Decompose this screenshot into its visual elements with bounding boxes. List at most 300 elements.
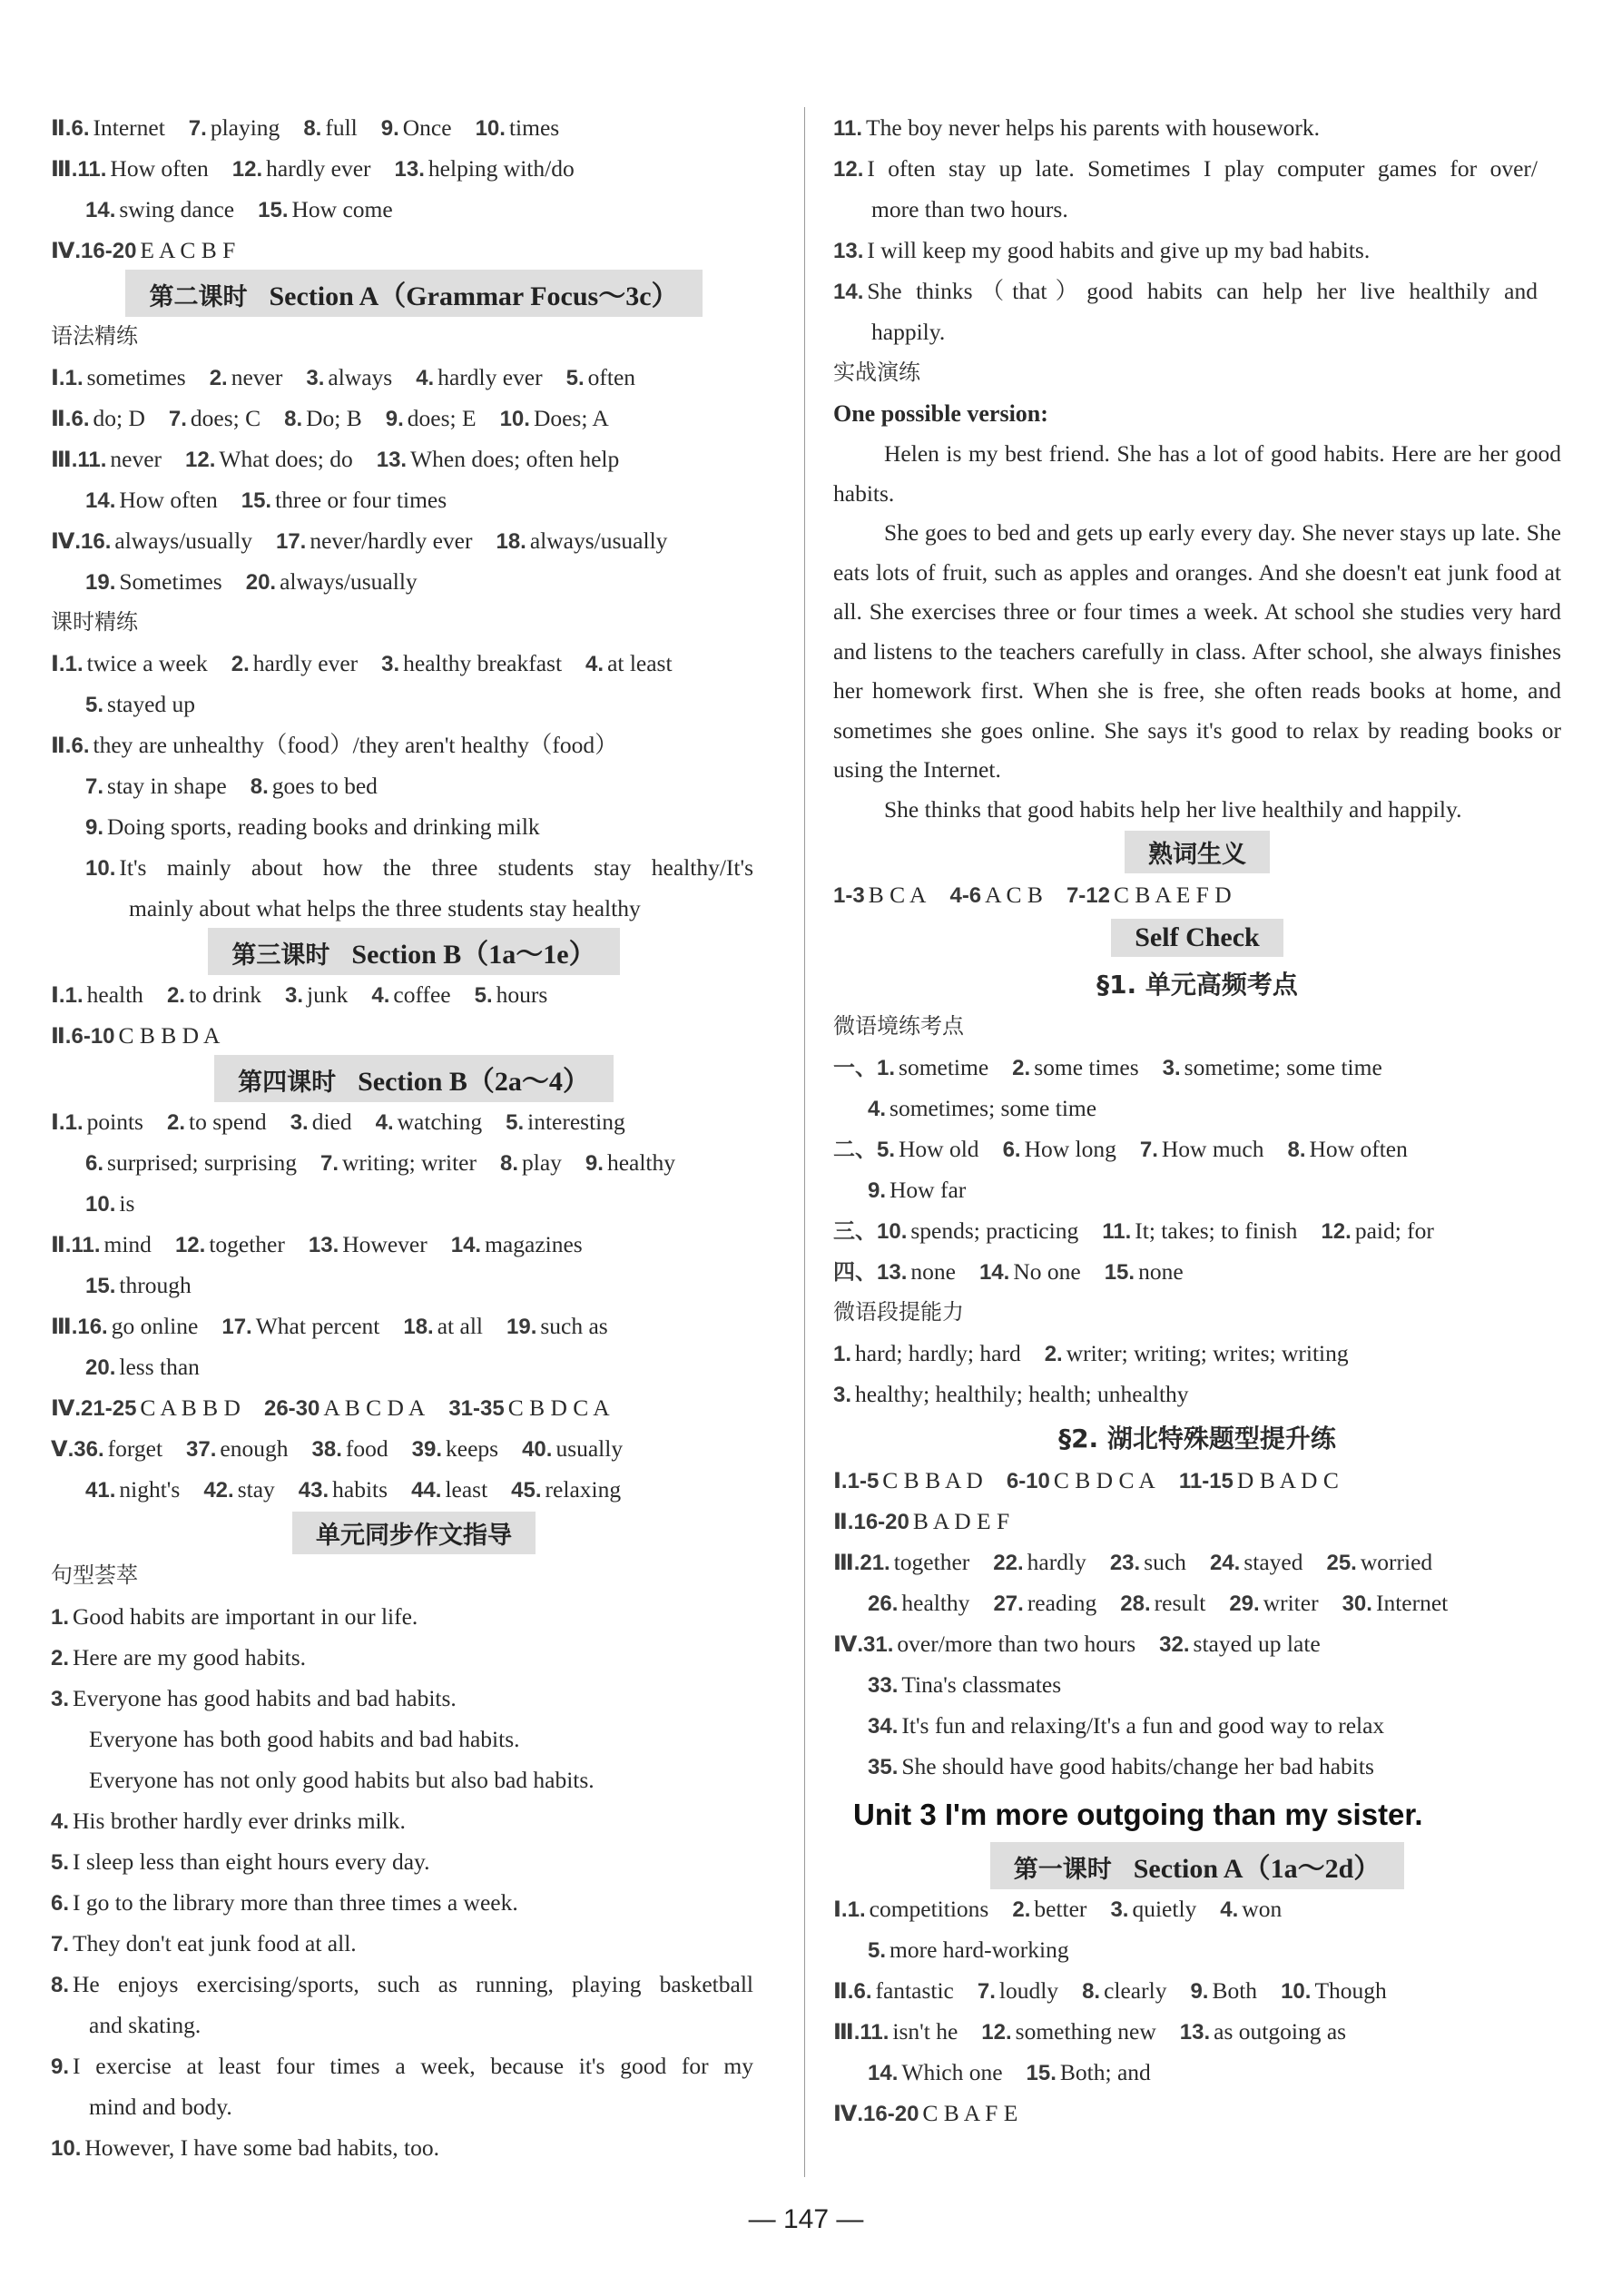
answer-text: sometime [899, 1054, 989, 1080]
item-number: 18. [496, 529, 526, 554]
item-number: 45. [511, 1478, 542, 1503]
answer-text: I sleep less than eight hours every day. [73, 1848, 430, 1875]
item-number: 9. [85, 815, 104, 840]
item-number: 12. [185, 448, 216, 472]
item-number: 9. [380, 116, 399, 141]
answer-text: interesting [527, 1109, 625, 1135]
answer-text: together [209, 1231, 285, 1257]
answer-line [833, 1047, 1561, 1088]
micro-context-answers [833, 1047, 1561, 1292]
answer-line [833, 1970, 1561, 2011]
answer-text: worried [1360, 1549, 1433, 1575]
item-number: 5. [506, 1110, 525, 1135]
item-number: Ⅱ.6. [833, 1979, 872, 2004]
item-number: 22. [993, 1551, 1024, 1575]
familiar-words-heading: 熟词生义 [833, 829, 1561, 874]
answer-text: Sometimes [119, 568, 222, 595]
item-number: 7. [1139, 1138, 1158, 1162]
answer-line [833, 1582, 1561, 1623]
essay-paragraph: She thinks that good habits help her live healthily and happily. [884, 795, 1462, 823]
answer-text: never [110, 446, 162, 472]
essay-paragraph: Helen is my best friend. She has a lot of good habits. Here are her good habits. [833, 440, 1561, 507]
item-number: 19. [506, 1315, 537, 1339]
answer-line [51, 439, 777, 479]
item-number: 13. [394, 157, 425, 182]
answer-line [833, 1169, 1561, 1210]
item-number: Ⅰ.1-5 [833, 1469, 880, 1493]
item-number: 6. [51, 1891, 70, 1916]
answer-text: hardly ever [266, 155, 371, 182]
item-number: 12. [833, 157, 864, 182]
answer-line [51, 107, 777, 148]
answer-text: together [893, 1549, 970, 1575]
answer-text: C B D C A [507, 1394, 610, 1421]
answer-text: junk [307, 981, 349, 1008]
answer-line [833, 230, 1561, 271]
answer-text: Internet [93, 114, 165, 141]
item-number: 29. [1229, 1591, 1260, 1616]
answer-text: always/usually [114, 527, 252, 554]
answer-text: swing dance [119, 196, 235, 222]
item-number: 9. [51, 2055, 70, 2079]
answer-text: C A B B D [140, 1394, 241, 1421]
answer-line [833, 189, 1561, 230]
answer-line [51, 520, 777, 561]
answer-text: to spend [188, 1109, 267, 1135]
answer-text: E A C B F [140, 237, 236, 263]
answer-text: is [119, 1190, 135, 1217]
item-number: Ⅱ.6. [51, 407, 90, 431]
answer-text: D B A D C [1236, 1467, 1339, 1493]
answer-line [51, 1015, 777, 1056]
answer-text: points [86, 1109, 143, 1135]
item-number: 39. [411, 1437, 442, 1462]
answer-text: playing [210, 114, 280, 141]
answer-line [833, 1251, 1561, 1292]
item-number: 2. [231, 652, 250, 676]
item-number: 3. [51, 1687, 70, 1711]
item-number: 3. [306, 366, 325, 390]
answer-line [51, 189, 777, 230]
answer-text: something new [1015, 2018, 1156, 2045]
answer-text: What does; do [219, 446, 353, 472]
answer-line [51, 724, 777, 765]
answer-line [51, 1637, 777, 1678]
micro-paragraph-answers [833, 1333, 1561, 1414]
answer-text: stayed [1243, 1549, 1303, 1575]
answer-text: none [1138, 1258, 1184, 1285]
answer-text: isn't he [892, 2018, 958, 2045]
answer-line [51, 1346, 777, 1387]
answer-text: Internet [1375, 1590, 1449, 1616]
item-number: 12. [231, 157, 263, 182]
answer-text: When does; often help [410, 446, 620, 472]
lesson4-answers [51, 1101, 777, 1510]
answer-text: paid; for [1354, 1217, 1434, 1244]
answer-text: helping with/do [428, 155, 575, 182]
answer-text: I will keep my good habits and give up my bad habits. [867, 237, 1371, 263]
answer-text: Good habits are important in our life. [73, 1603, 418, 1630]
answer-line [51, 398, 777, 439]
item-number: 12. [1321, 1219, 1352, 1244]
item-number: 2. [1044, 1342, 1063, 1366]
answer-line [833, 148, 1561, 189]
lesson-practice-label: 课时精练 [51, 609, 138, 635]
answer-text: sometime; some time [1184, 1054, 1382, 1080]
item-number: 7. [319, 1151, 339, 1176]
answer-text: hardly ever [252, 650, 359, 676]
answer-text: Though [1314, 1977, 1387, 2004]
item-number: 4-6 [949, 883, 982, 908]
answer-line [51, 2045, 777, 2086]
item-number: 40. [522, 1437, 553, 1462]
item-number: 5. [51, 1850, 70, 1875]
answer-line [51, 765, 777, 806]
answer-text: keeps [446, 1435, 499, 1462]
item-number: 7. [168, 407, 187, 431]
item-number: Ⅰ.1. [51, 1110, 84, 1135]
answer-text: Doing sports, reading books and drinking milk [107, 813, 540, 840]
lesson4-heading: 第四课时 Section B（2a～4） [51, 1056, 777, 1101]
item-number: 2. [1012, 1897, 1031, 1922]
answer-text: hardly ever [437, 364, 543, 390]
answer-text: such [1144, 1549, 1186, 1575]
answer-line [51, 806, 777, 847]
answer-text: It's fun and relaxing/It's a fun and good way to relax [901, 1712, 1385, 1739]
answer-line [51, 1964, 777, 2005]
item-number: 2. [51, 1646, 70, 1670]
item-number: 7. [188, 116, 207, 141]
answer-text: relaxing [545, 1476, 622, 1503]
answer-text: A C B [985, 882, 1043, 908]
answer-text: hours [496, 981, 548, 1008]
item-number: Ⅰ.1. [833, 1897, 866, 1922]
answer-text: less than [119, 1354, 200, 1380]
answer-text: healthy breakfast [403, 650, 563, 676]
answer-text: What percent [255, 1313, 380, 1339]
answer-line [833, 1128, 1561, 1169]
answer-text: some times [1034, 1054, 1139, 1080]
answer-line [833, 1088, 1561, 1128]
answer-text: fantastic [875, 1977, 954, 2004]
writing-guide-heading: 单元同步作文指导 [51, 1510, 777, 1555]
answer-text: surprised; surprising [107, 1149, 297, 1176]
item-number: 42. [203, 1478, 234, 1503]
lesson2-heading: 第二课时 Section A（Grammar Focus～3c） [51, 271, 777, 316]
answer-text: goes to bed [271, 773, 378, 799]
answer-text: sometimes; some time [890, 1095, 1097, 1121]
answer-line [833, 1929, 1561, 1970]
answer-line [51, 1224, 777, 1265]
answer-line [51, 1800, 777, 1841]
item-number: Ⅲ.11. [833, 2020, 890, 2045]
answer-text: won [1242, 1896, 1283, 1922]
grammar-answers [51, 357, 777, 602]
item-number: 17. [275, 529, 307, 554]
item-number: 7. [51, 1932, 70, 1956]
answer-text: How often [110, 155, 209, 182]
answer-text: How long [1024, 1136, 1116, 1162]
column-divider [804, 107, 805, 2177]
item-number: 10. [1281, 1979, 1312, 2004]
item-number: 5. [85, 693, 104, 717]
answer-line [833, 1664, 1561, 1705]
item-number: 2. [166, 983, 185, 1008]
answer-line [833, 2011, 1561, 2052]
answer-line [833, 1460, 1561, 1501]
item-number: 19. [85, 570, 116, 595]
answer-line [51, 2086, 777, 2127]
item-number: 4. [1220, 1897, 1239, 1922]
answer-text: I often stay up late. Sometimes I play computer games for over/ [867, 155, 1538, 182]
answer-line [833, 2093, 1561, 2133]
answer-text: at least [607, 650, 673, 676]
answer-text: C B A E F D [1113, 882, 1232, 908]
answer-line [833, 1542, 1561, 1582]
answer-text: sometimes [86, 364, 186, 390]
item-number: 5. [474, 983, 493, 1008]
item-number: 20. [245, 570, 277, 595]
answer-text: at all [437, 1313, 483, 1339]
item-number: Ⅱ.16-20 [833, 1510, 909, 1534]
item-number: 2. [166, 1110, 185, 1135]
answer-line [833, 311, 1561, 352]
answer-line [833, 1210, 1561, 1251]
answer-text: result [1154, 1590, 1206, 1616]
answer-text: spends; practicing [910, 1217, 1079, 1244]
answer-text: Both [1212, 1977, 1258, 2004]
answer-text: reading [1027, 1590, 1097, 1616]
item-number: Ⅴ.36. [51, 1437, 104, 1462]
answer-line [833, 1333, 1561, 1374]
answer-text: never/hardly ever [310, 527, 473, 554]
item-number: 8. [284, 407, 303, 431]
answer-line [51, 1841, 777, 1882]
answer-text: magazines [485, 1231, 583, 1257]
item-number: 4. [416, 366, 435, 390]
item-number: 4. [375, 1110, 394, 1135]
item-number: 6. [1002, 1138, 1021, 1162]
answer-line [833, 2052, 1561, 2093]
item-number: 8. [1082, 1979, 1101, 2004]
item-number: 23. [1109, 1551, 1141, 1575]
answer-text: A B C D A [323, 1394, 426, 1421]
item-number: 17. [221, 1315, 252, 1339]
answer-text: Everyone has good habits and bad habits. [73, 1685, 457, 1711]
item-number: 13. [376, 448, 408, 472]
item-number: 9. [1190, 1979, 1209, 2004]
answer-text: full [325, 114, 358, 141]
answer-text: through [119, 1272, 192, 1298]
item-number: Ⅳ.16-20 [51, 239, 137, 263]
answer-text: Do; B [306, 405, 362, 431]
answer-text: health [86, 981, 143, 1008]
item-number: 3. [1162, 1056, 1181, 1080]
item-number: 3. [381, 652, 400, 676]
essay-paragraph: She goes to bed and gets up early every day. She never stays up late. She eats lots of fruit, such as apples and oranges. And she doesn't eat junk food at all. She exercises three or four times a week. At school she studies very hard and listens to the teachers carefully in class. After school, she always finishes her homework first. When she is free, she often reads books at home, and sometimes she goes online. She says it's good to relax by reading books or using the Internet. [833, 519, 1561, 783]
answer-line [51, 1469, 777, 1510]
item-number: Ⅰ.1. [51, 983, 84, 1008]
item-number: Ⅳ.21-25 [51, 1396, 137, 1421]
answer-line [833, 874, 1561, 915]
answer-text: stayed up late [1193, 1631, 1321, 1657]
item-number: Ⅲ.16. [51, 1315, 108, 1339]
item-number: Ⅰ.1. [51, 366, 84, 390]
item-number: 1. [51, 1605, 70, 1630]
item-number: 30. [1342, 1591, 1372, 1616]
right-column [833, 107, 1561, 2133]
item-number: 15. [241, 488, 272, 513]
answer-text: competitions [869, 1896, 989, 1922]
answer-text: does; C [190, 405, 261, 431]
answer-text: they are unhealthy（food）/they aren't healthy（food） [93, 732, 618, 758]
answer-text: enough [220, 1435, 289, 1462]
item-number: 15. [1104, 1260, 1135, 1285]
answer-line [51, 230, 777, 271]
answer-line [833, 1501, 1561, 1542]
lesson-practice-answers [51, 643, 777, 929]
answer-line [51, 643, 777, 684]
answer-line [51, 1678, 777, 1719]
item-number: 一、1. [833, 1056, 896, 1080]
item-number: 1. [833, 1342, 852, 1366]
answer-text: more than two hours. [871, 196, 1068, 222]
lesson3-heading: 第三课时 Section B（1a～1e） [51, 929, 777, 974]
sentence-list-left [51, 1596, 777, 2168]
item-number: 38. [311, 1437, 342, 1462]
answer-text: writer; writing; writes; writing [1066, 1340, 1349, 1366]
answer-text: to drink [188, 981, 261, 1008]
item-number: 3. [285, 983, 304, 1008]
answer-text: died [311, 1109, 352, 1135]
answer-line [51, 1719, 777, 1759]
answer-text: none [910, 1258, 956, 1285]
answer-text: watching [397, 1109, 483, 1135]
answer-text: better [1034, 1896, 1087, 1922]
answer-text: How far [890, 1177, 967, 1203]
answer-line [51, 1923, 777, 1964]
item-number: 13. [308, 1233, 339, 1257]
item-number: 9. [868, 1178, 887, 1203]
answer-text: C B B D A [118, 1022, 221, 1049]
answer-text: Tina's classmates [901, 1671, 1062, 1698]
item-number: 6-10 [1006, 1469, 1050, 1493]
answer-text: as outgoing as [1214, 2018, 1347, 2045]
unit3-title: Unit 3 I'm more outgoing than my sister. [853, 1798, 1423, 1831]
answer-text: C B D C A [1053, 1467, 1155, 1493]
answer-text: Everyone has both good habits and bad habits. [89, 1726, 520, 1752]
answer-text: Does; A [533, 405, 609, 431]
item-number: 37. [186, 1437, 217, 1462]
answer-text: more hard-working [890, 1936, 1069, 1963]
item-number: 28. [1120, 1591, 1151, 1616]
item-number: Ⅱ.6. [51, 116, 90, 141]
item-number: Ⅰ.1. [51, 652, 84, 676]
answer-text: How often [119, 487, 218, 513]
item-number: 27. [993, 1591, 1024, 1616]
item-number: Ⅳ.16-20 [833, 2102, 919, 2126]
answer-text: stay [237, 1476, 275, 1503]
answer-text: and skating. [89, 2012, 202, 2038]
item-number: 14. [833, 280, 864, 304]
answer-line [51, 974, 777, 1015]
answer-line [833, 107, 1561, 148]
sample-essay [833, 434, 1561, 829]
answer-text: such as [540, 1313, 608, 1339]
item-number: 10. [499, 407, 530, 431]
item-number: 14. [85, 488, 116, 513]
item-number: 25. [1326, 1551, 1357, 1575]
left-column [51, 107, 777, 2168]
answer-line [51, 1265, 777, 1306]
answer-text: healthy [901, 1590, 970, 1616]
practice-writing-label: 实战演练 [833, 360, 920, 385]
answer-text: three or four times [275, 487, 447, 513]
answer-text: He enjoys exercising/sports, such as running, playing basketball [73, 1971, 753, 1997]
answer-text: How old [899, 1136, 979, 1162]
answer-text: No one [1013, 1258, 1081, 1285]
answer-text: forget [107, 1435, 163, 1462]
answer-text: does; E [407, 405, 477, 431]
answer-text: loudly [998, 1977, 1059, 2004]
answer-text: B A D E F [912, 1508, 1010, 1534]
item-number: 12. [174, 1233, 206, 1257]
familiar-words-answers [833, 874, 1561, 915]
item-number: 4. [371, 983, 390, 1008]
item-number: 7. [977, 1979, 996, 2004]
answer-text: mainly about what helps the three students stay healthy [129, 895, 641, 921]
answer-text: hardly [1027, 1549, 1086, 1575]
answer-text: Here are my good habits. [73, 1644, 307, 1670]
item-number: 14. [85, 198, 116, 222]
item-number: Ⅱ.6-10 [51, 1024, 115, 1049]
answer-text: go online [111, 1313, 199, 1339]
item-number: 10. [51, 2136, 82, 2161]
item-number: 13. [833, 239, 864, 263]
item-number: Ⅱ.11. [51, 1233, 101, 1257]
unit3-lesson1-answers [833, 1888, 1561, 2133]
item-number: Ⅲ.11. [51, 157, 107, 182]
sentence-collection-label: 句型荟萃 [51, 1562, 138, 1588]
micro-paragraph-label: 微语段提能力 [833, 1299, 964, 1325]
item-number: Ⅱ.6. [51, 734, 90, 758]
item-number: 5. [565, 366, 585, 390]
item-number: 14. [978, 1260, 1010, 1285]
answer-text: always/usually [529, 527, 668, 554]
answer-line [51, 148, 777, 189]
item-number: 3. [1110, 1897, 1129, 1922]
item-number: Ⅳ.16. [51, 529, 112, 554]
answer-text: It; takes; to finish [1135, 1217, 1298, 1244]
item-number: 31-35 [448, 1396, 505, 1421]
item-number: 10. [85, 1192, 116, 1217]
item-number: 26. [868, 1591, 899, 1616]
answer-text: clearly [1104, 1977, 1167, 2004]
answer-text: often [587, 364, 636, 390]
answer-text: happily. [871, 319, 946, 345]
page-number: — 147 — [748, 2204, 864, 2234]
answer-text: C B A F E [922, 2100, 1018, 2126]
answer-line [51, 479, 777, 520]
item-number: 4. [868, 1097, 887, 1121]
item-number: 8. [1287, 1138, 1306, 1162]
item-number: 三、10. [833, 1219, 908, 1244]
answer-text: times [508, 114, 560, 141]
sentence-list-right [833, 107, 1561, 352]
item-number: 2. [209, 366, 228, 390]
item-number: 35. [868, 1755, 899, 1779]
answer-text: However [342, 1231, 428, 1257]
